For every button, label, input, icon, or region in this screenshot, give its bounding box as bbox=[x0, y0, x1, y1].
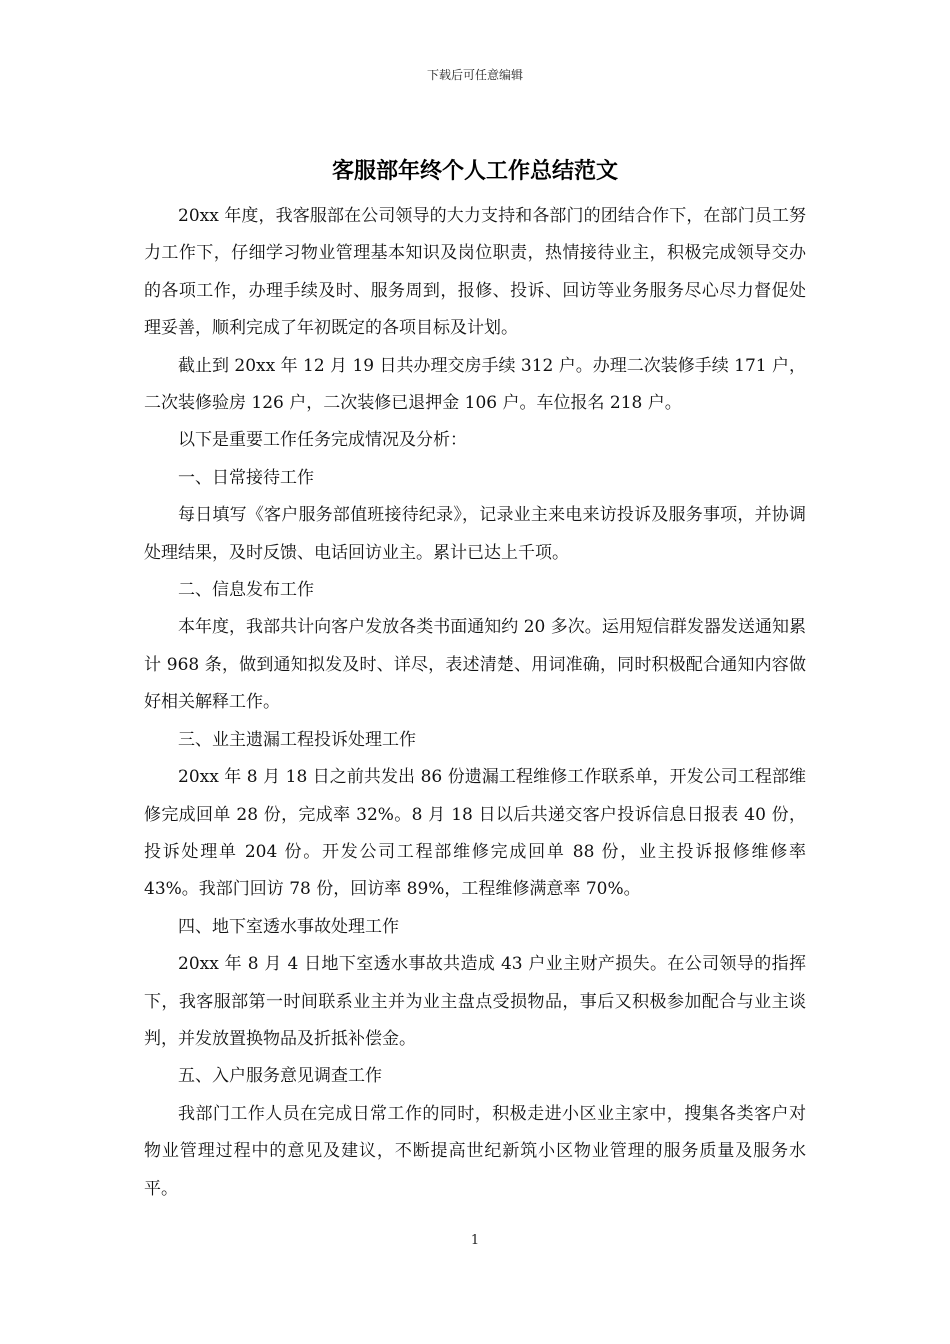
page-number: 1 bbox=[470, 1233, 480, 1248]
section-heading-2: 二、信息发布工作 bbox=[178, 580, 314, 601]
paragraph-statistics: 截止到 20xx 年 12 月 19 日共办理交房手续 312 户。办理二次装修手续 171 户，二次装修验房 126 户，二次装修已退押金 106 户。车位报名 218 户。 bbox=[144, 355, 807, 414]
document-body bbox=[144, 198, 806, 1208]
paragraph-section-3: 20xx 年 8 月 18 日之前共发出 86 份遗漏工程维修工作联系单，开发公司工程部维修完成回单 28 份，完成率 32%。8 月 18 日以后共递交客户投诉信息日报表 40 份，投诉处理单 204 份。开发公司工程部维修完成回单 88 份，业主投诉报修维修率 43%。我部门回访 78 份，回访率 89%，工程维修满意率 70%。 bbox=[144, 767, 806, 900]
paragraph-section-1: 每日填写《客户服务部值班接待纪录》，记录业主来电来访投诉及服务事项，并协调处理结果，及时反馈、电话回访业主。累计已达上千项。 bbox=[144, 505, 806, 563]
section-heading-1: 一、日常接待工作 bbox=[178, 467, 314, 488]
section-heading-3: 三、业主遗漏工程投诉处理工作 bbox=[178, 729, 416, 750]
paragraph-intro: 20xx 年度，我客服部在公司领导的大力支持和各部门的团结合作下，在部门员工努力工作下，仔细学习物业管理基本知识及岗位职责，热情接待业主，积极完成领导交办的各项工作，办理手续及时、服务周到，报修、投诉、回访等业务服务尽心尽力督促处理妥善，顺利完成了年初既定的各项目标及计划。 bbox=[144, 206, 806, 339]
document-title: 客服部年终个人工作总结范文 bbox=[331, 159, 618, 184]
paragraph-section-5: 我部门工作人员在完成日常工作的同时，积极走进小区业主家中，搜集各类客户对物业管理过程中的意见及建议，不断提高世纪新筑小区物业管理的服务质量及服务水平。 bbox=[144, 1103, 806, 1199]
header-note: 下载后可任意编辑 bbox=[426, 68, 523, 82]
section-heading-4: 四、地下室透水事故处理工作 bbox=[178, 916, 399, 937]
paragraph-section-2: 本年度，我部共计向客户发放各类书面通知约 20 多次。运用短信群发器发送通知累计 968 条，做到通知拟发及时、详尽，表述清楚、用词准确，同时积极配合通知内容做好相关解释工作。 bbox=[144, 617, 806, 713]
section-heading-5: 五、入户服务意见调查工作 bbox=[178, 1066, 382, 1087]
paragraph-section-4: 20xx 年 8 月 4 日地下室透水事故共造成 43 户业主财产损失。在公司领导的指挥下，我客服部第一时间联系业主并为业主盘点受损物品，事后又积极参加配合与业主谈判，并发放置换物品及折抵补偿金。 bbox=[144, 954, 806, 1049]
paragraph-overview: 以下是重要工作任务完成情况及分析： bbox=[178, 430, 467, 451]
